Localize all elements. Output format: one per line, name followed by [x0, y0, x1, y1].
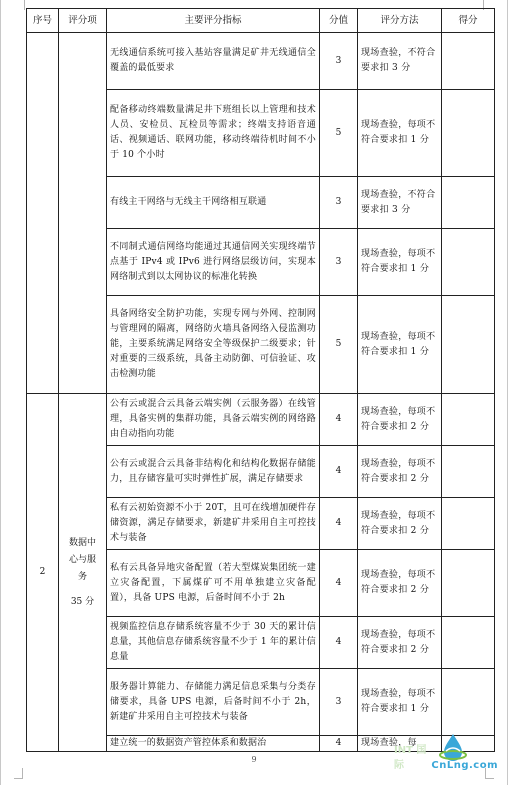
score-cell: 5 [320, 90, 358, 177]
scoring-table [26, 8, 495, 752]
earned-cell [442, 229, 495, 296]
header-indicator: 主要评分指标 [107, 9, 320, 33]
category-line-3: 务 [77, 571, 87, 582]
earned-cell [442, 33, 495, 90]
earned-cell [442, 90, 495, 177]
indicator-cell: 无线通信系统可接入基站容量满足矿井无线通信全覆盖的最低要求 [107, 33, 320, 90]
watermark-site-text: CnLng.com [431, 760, 498, 771]
method-cell: 现场查验，每项不符合要求扣 2 分 [358, 394, 442, 446]
indicator-cell: 私有云具备异地灾备配置（若大型煤炭集团统一建立灾备配置，下属煤矿可不用单独建立灾备配置），具备 UPS 电源，后备时间不小于 2h [107, 550, 320, 617]
category-points: 35 分 [70, 596, 95, 607]
method-cell: 现场查验，每项不符合要求扣 2 分 [358, 446, 442, 498]
earned-cell [442, 394, 495, 446]
earned-cell [442, 669, 495, 736]
score-cell: 4 [320, 446, 358, 498]
header-serial: 序号 [27, 9, 59, 33]
indicator-cell: 服务器计算能力、存储能力满足信息采集与分类存储要求，具备 UPS 电源，后备时间不小于 2h，新建矿井采用自主可控技术与装备 [107, 669, 320, 736]
score-cell: 4 [320, 736, 358, 752]
method-cell: 现场查验，每项不符合要求扣 1 分 [358, 229, 442, 296]
method-cell: 现场查验，不符合要求扣 3 分 [358, 177, 442, 229]
method-cell: 现场查验，每项不符合要求扣 2 分 [358, 498, 442, 550]
category-cell-group1 [59, 33, 107, 394]
category-cell-group2 [59, 394, 107, 752]
crop-mark-bottom-left [14, 768, 23, 779]
table-header-row [27, 9, 495, 33]
indicator-cell: 视频监控信息存储系统容量不少于 30 天的累计信息量，其他信息存储系统容量不少于 1 年的累计信息量 [107, 617, 320, 669]
category-line-1: 数据中 [68, 537, 96, 548]
indicator-cell: 不同制式通信网络均能通过其通信网关实现终端节点基于 IPv4 或 IPv6 进行网络层级访问，实现本网络制式到以太网协议的标准化转换 [107, 229, 320, 296]
site-watermark [394, 733, 504, 779]
score-cell: 4 [320, 550, 358, 617]
earned-cell [442, 177, 495, 229]
indicator-cell: 公有云或混合云具备非结构化和结构化数据存储能力，且存储容量可实时弹性扩展，满足存储要求 [107, 446, 320, 498]
score-cell: 4 [320, 498, 358, 550]
serial-cell-group2: 2 [27, 394, 59, 752]
indicator-cell: 有线主干网络与无线主干网络相互联通 [107, 177, 320, 229]
serial-cell-group1 [27, 33, 59, 394]
score-cell: 3 [320, 669, 358, 736]
earned-cell [442, 296, 495, 394]
indicator-cell: 公有云或混合云具备云端实例（云服务器）在线管理，具备实例的集群功能，具备云端实例的网络路由自动指向功能 [107, 394, 320, 446]
method-cell: 现场查验，每项不符合要求扣 2 分 [358, 550, 442, 617]
category-line-2: 心与服 [68, 554, 96, 565]
score-cell: 3 [320, 177, 358, 229]
indicator-cell: 私有云初始资源不小于 20T，且可在线增加硬件存储资源，满足存储要求，新建矿井采用自主可控技术与装备 [107, 498, 320, 550]
earned-cell [442, 550, 495, 617]
method-cell: 现场查验，不符合要求扣 3 分 [358, 33, 442, 90]
score-cell: 4 [320, 617, 358, 669]
method-cell: 现场查验，每项不符合要求扣 1 分 [358, 90, 442, 177]
crop-mark-top-left [14, 0, 25, 10]
score-cell: 3 [320, 33, 358, 90]
watermark-faint-text: INT 国际 [394, 745, 427, 771]
earned-cell [442, 498, 495, 550]
header-score: 分值 [320, 9, 358, 33]
method-cell: 现场查验，每项不符合要求扣 1 分 [358, 669, 442, 736]
score-cell: 4 [320, 394, 358, 446]
score-cell: 3 [320, 229, 358, 296]
score-cell: 5 [320, 296, 358, 394]
method-cell: 现场查验，每 [358, 736, 442, 752]
indicator-cell: 具备网络安全防护功能，实现专网与外网、控制网与管理网的隔离，网络防火墙具备网络入侵监测功能，主要系统满足网络安全等级保护二级要求；针对重要的三级系统，具备主动防御、可信验证、攻击检测功能 [107, 296, 320, 394]
indicator-cell: 配备移动终端数量满足井下班组长以上管理和技术人员、安检员、瓦检员等需求；终端支持语音通话、视频通话、联网功能，移动终端待机时间不小于 10 个小时 [107, 90, 320, 177]
method-cell: 现场查验，每项不符合要求扣 2 分 [358, 617, 442, 669]
table-row [27, 394, 495, 446]
page-number: 9 [251, 755, 257, 764]
table-row [27, 33, 495, 90]
indicator-cell: 建立统一的数据资产管控体系和数据治 [107, 736, 320, 752]
method-cell: 现场查验，每项不符合要求扣 1 分 [358, 296, 442, 394]
header-earned: 得分 [442, 9, 495, 33]
earned-cell [442, 617, 495, 669]
header-category: 评分项 [59, 9, 107, 33]
header-method: 评分方法 [358, 9, 442, 33]
earned-cell [442, 446, 495, 498]
page-left-edge [0, 0, 1, 785]
